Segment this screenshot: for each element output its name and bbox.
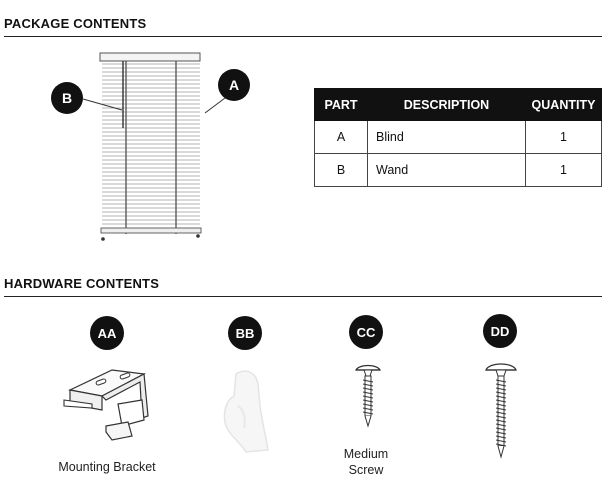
hardware-divider xyxy=(4,296,602,297)
mounting-bracket-illustration xyxy=(62,360,162,450)
cell-part: A xyxy=(315,121,368,154)
table-row xyxy=(315,154,602,187)
callout-b: B xyxy=(51,82,83,114)
cell-quantity: 1 xyxy=(526,154,602,187)
parts-table-header-row xyxy=(315,89,602,121)
cell-description: Wand xyxy=(368,154,526,187)
cell-quantity: 1 xyxy=(526,121,602,154)
parts-table xyxy=(314,88,602,187)
blind-illustration xyxy=(96,48,206,248)
hardware-label-cc-line2: Screw xyxy=(348,463,384,477)
cell-description: Blind xyxy=(368,121,526,154)
callout-dd: DD xyxy=(483,314,517,348)
package-divider xyxy=(4,36,602,37)
callout-bb: BB xyxy=(228,316,262,350)
callout-a: A xyxy=(218,69,250,101)
hardware-label-aa: Mounting Bracket xyxy=(58,460,156,474)
valance-clip-illustration xyxy=(216,366,276,456)
long-screw-illustration xyxy=(483,360,519,460)
callout-aa: AA xyxy=(90,316,124,350)
header-part: PART xyxy=(315,89,368,121)
hardware-label-cc-line1: Medium xyxy=(343,447,389,461)
medium-screw-illustration xyxy=(353,362,383,428)
table-row xyxy=(315,121,602,154)
header-description: DESCRIPTION xyxy=(368,89,526,121)
cell-part: B xyxy=(315,154,368,187)
hardware-contents-title: HARDWARE CONTENTS xyxy=(4,276,160,291)
header-quantity: QUANTITY xyxy=(526,89,602,121)
callout-cc: CC xyxy=(349,315,383,349)
package-contents-title: PACKAGE CONTENTS xyxy=(4,16,147,31)
